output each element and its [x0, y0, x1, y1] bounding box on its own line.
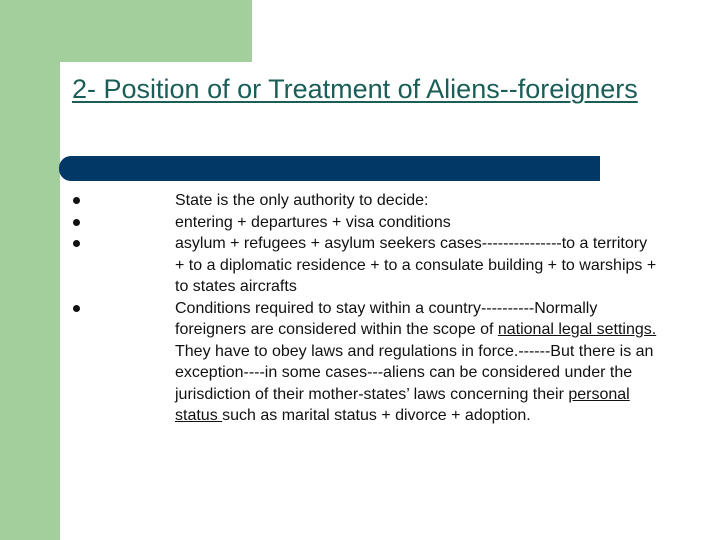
bullet-text-4b: They have to obey laws and regulations in force.------But there is an exception----in some cases---aliens can be considered under the jurisdiction of their mother-states’ laws concerning their [175, 321, 665, 403]
bullet-list [175, 190, 665, 427]
bullet-text-3: asylum + refugees + asylum seekers cases---------------to a territory + to a diplomatic residence + to a consulate building + to warships + to states aircrafts [175, 235, 657, 295]
bullet-text-4a: Conditions required to stay within a country----------Normally foreigners are considered within the scope of [175, 299, 598, 338]
underlined-personal-status: personal status [175, 385, 630, 424]
bullet-text-1: State is the only authority to decide: [175, 192, 429, 209]
bullet-item-4 [175, 298, 665, 427]
bullet-dot-icon [73, 197, 80, 204]
bullet-text-4c: such as marital status + divorce + adoption. [222, 407, 531, 424]
slide-title: 2- Position of or Treatment of Aliens--foreigners [72, 74, 638, 104]
green-accent-left [0, 0, 60, 540]
bullet-dot-icon [73, 305, 80, 312]
title-divider-bar [59, 156, 600, 181]
green-accent-top [60, 0, 252, 62]
bullet-dot-icon [73, 219, 80, 226]
bullet-item-1 [175, 190, 660, 212]
bullet-item-3 [175, 233, 660, 298]
bullet-item-2 [175, 212, 660, 234]
underlined-national-legal-settings: national legal settings. [497, 321, 657, 338]
bullet-text-2: entering + departures + visa conditions [175, 213, 451, 231]
bullet-dot-icon [73, 240, 80, 247]
